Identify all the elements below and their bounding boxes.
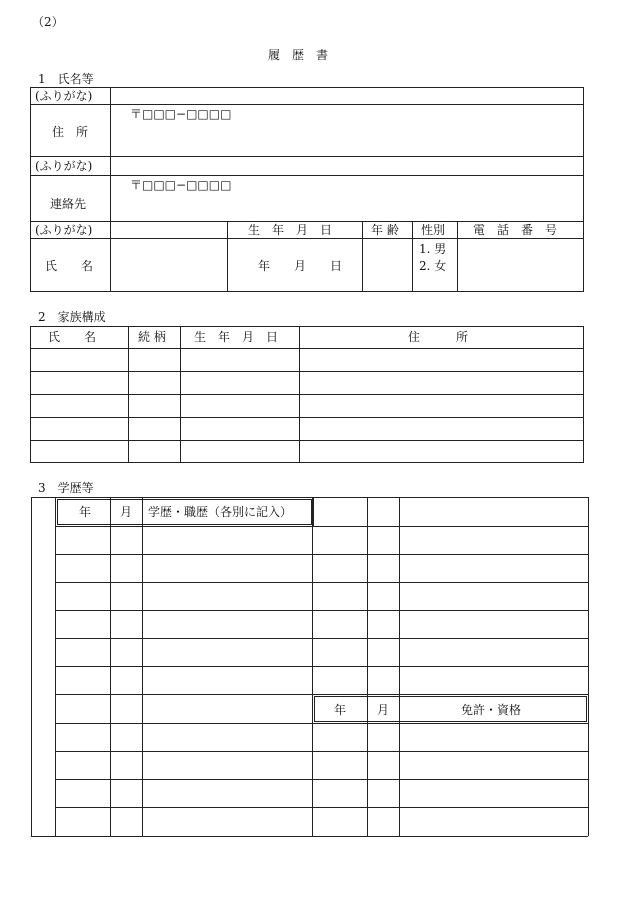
- history-row[interactable]: [56, 667, 587, 693]
- contact-postal-code[interactable]: 〒□□□−□□□□: [130, 178, 232, 192]
- license-col-year: 年: [334, 703, 347, 717]
- birthdate-value[interactable]: 年 月 日: [258, 259, 343, 273]
- history-row[interactable]: [56, 611, 587, 637]
- history-col-detail: 学歴・職歴（各別に記入）: [148, 505, 293, 519]
- history-row[interactable]: [56, 555, 587, 581]
- page-title: 履 歴 書: [268, 48, 329, 62]
- history-row[interactable]: [56, 808, 587, 835]
- history-row[interactable]: [56, 527, 587, 553]
- gender-header: 性別: [421, 223, 446, 237]
- age-header: 年 齢: [371, 223, 399, 237]
- family-col-birthdate: 生 年 月 日: [194, 330, 279, 344]
- name-label: 氏 名: [45, 259, 94, 273]
- address-label: 住 所: [52, 125, 89, 139]
- gender-option-male[interactable]: 1. 男: [419, 242, 447, 256]
- history-row[interactable]: [56, 724, 587, 750]
- family-col-relation: 続 柄: [138, 330, 166, 344]
- page-number: （2）: [32, 15, 64, 29]
- furigana-label-contact: (ふりがな): [35, 159, 93, 173]
- history-row[interactable]: [56, 583, 587, 609]
- section2-heading: 2 家族構成: [38, 310, 106, 324]
- phone-header: 電 話 番 号: [473, 223, 558, 237]
- family-col-name: 氏 名: [48, 330, 97, 344]
- section3-heading: 3 学歴等: [38, 481, 94, 495]
- address-postal-code[interactable]: 〒□□□−□□□□: [130, 107, 232, 121]
- license-col-month: 月: [377, 703, 390, 717]
- history-row[interactable]: [56, 695, 311, 722]
- history-col-year: 年: [79, 505, 92, 519]
- birthdate-header: 生 年 月 日: [248, 223, 333, 237]
- contact-label: 連絡先: [50, 197, 87, 211]
- history-row[interactable]: [56, 780, 587, 806]
- history-row[interactable]: [56, 639, 587, 665]
- history-col-month: 月: [120, 505, 133, 519]
- gender-option-female[interactable]: 2. 女: [419, 259, 447, 273]
- history-row[interactable]: [56, 752, 587, 778]
- section1-heading: 1 氏名等: [38, 72, 94, 86]
- family-col-address: 住 所: [408, 330, 469, 344]
- furigana-label-name: (ふりがな): [35, 223, 93, 237]
- furigana-label-address: (ふりがな): [35, 89, 93, 103]
- license-col-detail: 免許・資格: [461, 703, 522, 717]
